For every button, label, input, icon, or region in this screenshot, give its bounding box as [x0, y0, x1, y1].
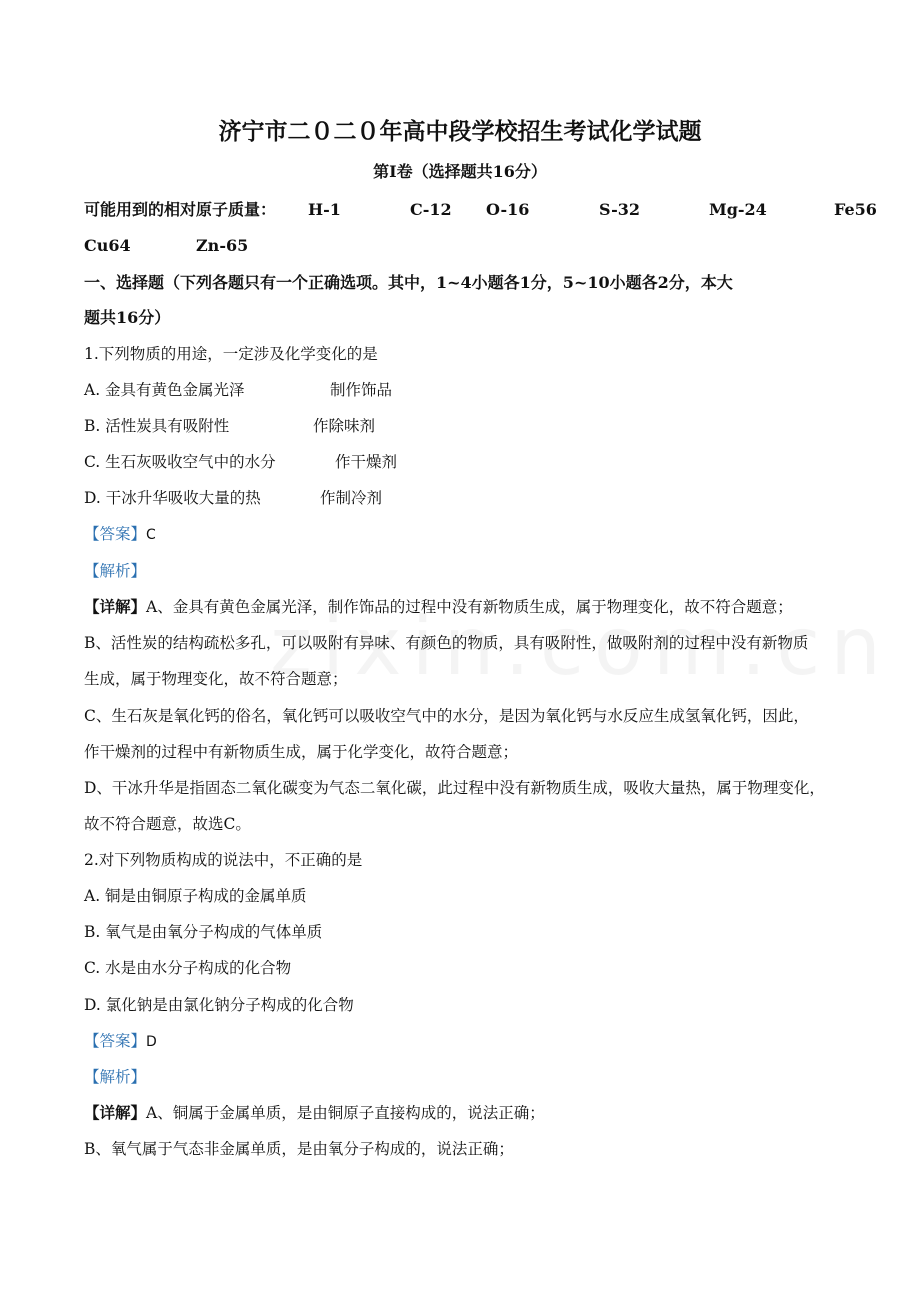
q1-analysis-tag: 【解析】	[84, 562, 147, 580]
detail-tag: 【详解】	[84, 1103, 147, 1122]
q1-option-c-use: 作干燥剂	[335, 453, 398, 471]
q1-option-c: C. 生石灰吸收空气中的水分	[84, 453, 276, 471]
q1-detail-line-6: 故不符合题意，故选C。	[84, 815, 251, 833]
section-heading-line1: 一、选择题（下列各题只有一个正确选项。其中，1~4小题各1分，5~10小题各2分，本大	[84, 273, 733, 292]
section-subtitle: 第Ⅰ卷（选择题共16分）	[373, 162, 547, 181]
q2-answer-value: D	[146, 1034, 157, 1050]
answer-tag: 【答案】	[84, 525, 147, 543]
detail-tag: 【详解】	[84, 597, 147, 616]
atomic-mass-c: C-12	[410, 200, 452, 219]
atomic-mass-s: S-32	[599, 200, 641, 219]
q1-detail-line-1: B、活性炭的结构疏松多孔，可以吸附有异味、有颜色的物质，具有吸附性，做吸附剂的过程中没有新物质	[84, 634, 809, 652]
q1-stem: 1.下列物质的用途，一定涉及化学变化的是	[84, 345, 378, 363]
q1-option-d: D. 干冰升华吸收大量的热	[84, 489, 261, 507]
atomic-mass-h: H-1	[308, 200, 341, 219]
q2-option-a: A. 铜是由铜原子构成的金属单质	[84, 887, 307, 905]
q1-detail-line-4: 作干燥剂的过程中有新物质生成，属于化学变化，故符合题意；	[84, 743, 519, 761]
q2-option-b: B. 氧气是由氧分子构成的气体单质	[84, 923, 323, 941]
q2-option-c: C. 水是由水分子构成的化合物	[84, 959, 292, 977]
q1-answer-value: C	[146, 527, 156, 543]
answer-tag: 【答案】	[84, 1032, 147, 1050]
q1-detail-line-2: 生成，属于物理变化，故不符合题意；	[84, 670, 348, 688]
q2-option-d: D. 氯化钠是由氯化钠分子构成的化合物	[84, 996, 354, 1014]
atomic-mass-zn: Zn-65	[196, 236, 249, 255]
q1-option-d-use: 作制冷剂	[320, 489, 383, 507]
atomic-mass-mg: Mg-24	[709, 200, 767, 219]
q2-answer	[84, 1030, 157, 1053]
q2-analysis-tag: 【解析】	[84, 1068, 147, 1086]
q1-detail-line-5: D、干冰升华是指固态二氧化碳变为气态二氧化碳，此过程中没有新物质生成，吸收大量热，属于物理变化，	[84, 779, 825, 797]
section-heading-line2: 题共16分）	[84, 308, 171, 327]
q1-detail-line-3: C、生石灰是氧化钙的俗名，氧化钙可以吸收空气中的水分，是因为氧化钙与水反应生成氢氧化钙，因此，	[84, 707, 809, 725]
q2-stem: 2.对下列物质构成的说法中，不正确的是	[84, 851, 363, 869]
q1-option-a: A. 金具有黄色金属光泽	[84, 381, 245, 399]
atomic-mass-label: 可能用到的相对原子质量：	[84, 200, 277, 219]
q1-option-b: B. 活性炭具有吸附性	[84, 417, 230, 435]
q2-detail-line-0: 【详解】A、铜属于金属单质，是由铜原子直接构成的，说法正确；	[84, 1103, 545, 1122]
q1-option-a-use: 制作饰品	[330, 381, 393, 399]
atomic-mass-cu: Cu64	[84, 236, 131, 255]
page-title: 济宁市二０二０年高中段学校招生考试化学试题	[218, 118, 702, 145]
q2-detail-line-1: B、氧气属于气态非金属单质，是由氧分子构成的，说法正确；	[84, 1140, 514, 1158]
q1-option-b-use: 作除味剂	[313, 417, 376, 435]
q1-answer	[84, 523, 156, 546]
atomic-mass-o: O-16	[486, 200, 530, 219]
atomic-mass-fe: Fe56	[834, 200, 877, 219]
q1-detail-line-0: 【详解】A、金具有黄色金属光泽，制作饰品的过程中没有新物质生成，属于物理变化，故不符合题意；	[84, 597, 793, 616]
